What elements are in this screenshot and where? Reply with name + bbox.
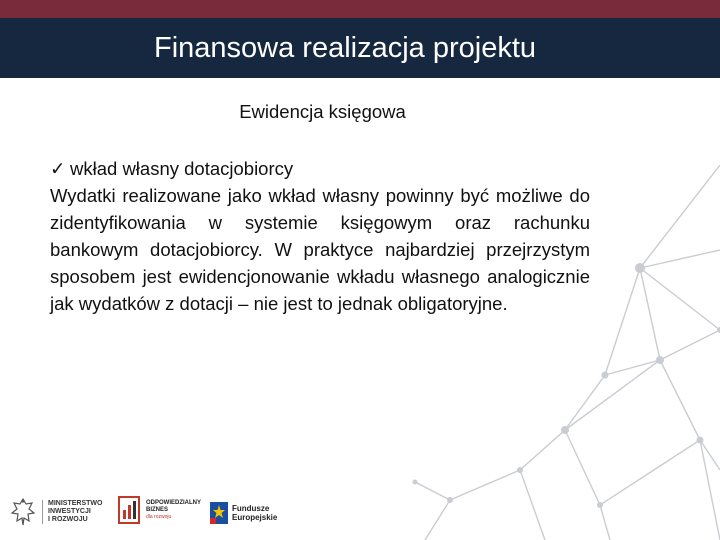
footer-logos	[0, 490, 720, 540]
eu-funds-line-2: Europejskie	[232, 513, 278, 522]
checkmark-icon: ✓	[50, 158, 66, 179]
eu-funds-logo	[210, 502, 277, 524]
ops-tagline: dla rozwoju	[146, 514, 172, 520]
bar-chart-logo-icon	[118, 496, 140, 524]
check-item	[50, 155, 590, 182]
ministry-line-1: MINISTERSTWO	[48, 500, 103, 507]
title-bar	[0, 18, 720, 78]
ministry-line-3: I ROZWOJU	[48, 516, 88, 523]
slide-title: Finansowa realizacja projektu	[153, 32, 537, 64]
content-block	[50, 155, 590, 317]
ops-line-2: BIZNES	[146, 507, 169, 513]
eu-funds-line-1: Fundusze	[232, 504, 270, 513]
body-paragraph: Wydatki realizowane jako wkład własny powinny być możliwe do zidentyfikowania w systemie księgowym oraz rachunku bankowym dotacjobiorcy. W praktyce najbardziej przejrzystym sposobem jest ewidencjonowanie wkładu własnego analogicznie jak wydatków z dotacji – nie jest to jednak obligatoryjne.	[50, 185, 590, 314]
ministry-logo	[10, 496, 102, 528]
check-item-label: wkład własny dotacjobiorcy	[70, 158, 294, 179]
ministry-line-2: INWESTYCJI	[48, 508, 91, 515]
section-subtitle: Ewidencja księgowa	[239, 101, 406, 122]
eu-funds-star-icon	[210, 502, 228, 524]
eagle-emblem-icon	[10, 496, 36, 528]
ops-line-1: ODPOWIEDZIALNY	[146, 500, 201, 506]
ops-logo	[118, 496, 201, 524]
top-accent-stripe	[0, 0, 720, 18]
